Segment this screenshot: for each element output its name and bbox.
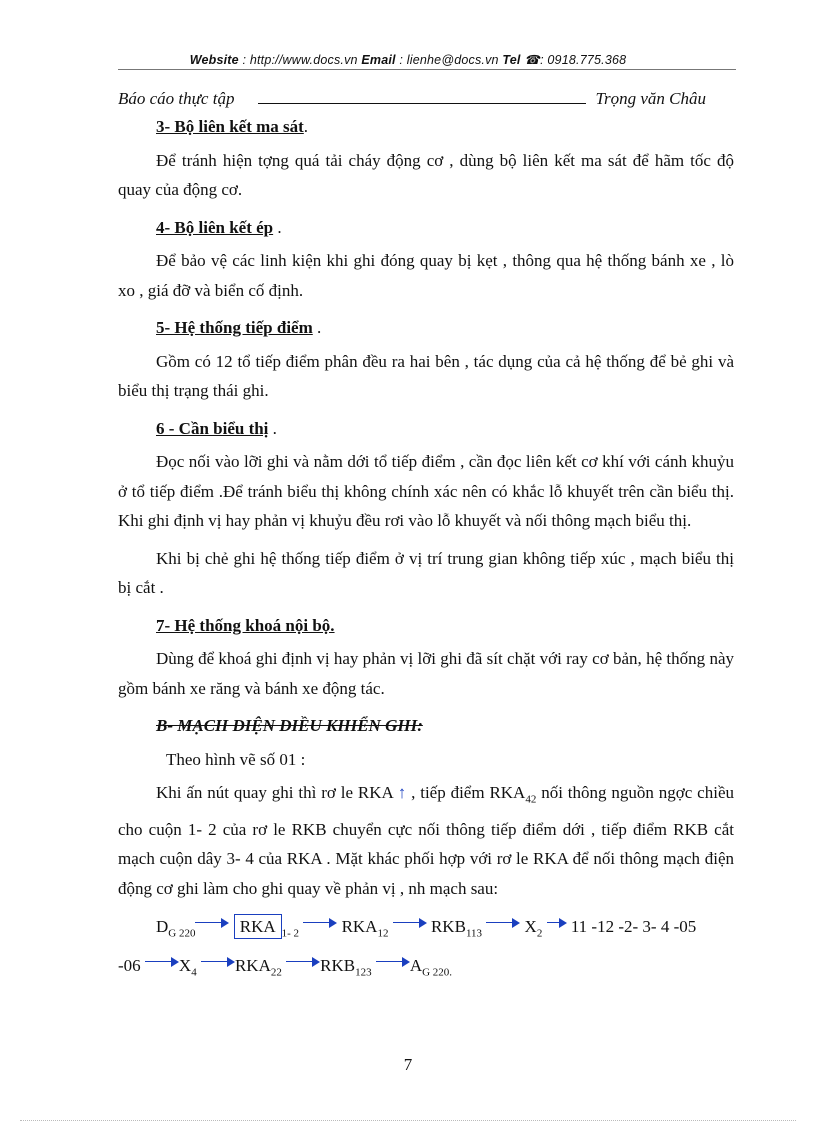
arrow-icon [303, 918, 337, 928]
running-header-right: Trọng văn Châu [595, 89, 706, 108]
section-7-body: Dùng để khoá ghi định vị hay phản vị lỡi ghi đã sít chặt với ray cơ bản, hệ thống này gồm bánh xe răng và bánh xe động tác. [118, 649, 734, 698]
arrow-icon [486, 918, 520, 928]
footer-divider [20, 1120, 796, 1121]
document-body [118, 112, 734, 988]
arrow-icon [376, 957, 410, 967]
circuit-formula: $D_{G 220}$ RKA $_{1- 2}$ $RKA_{12}$ $RKB_{113}$ $X_2$ 11 -12 -2- 3- 4 -05 -06 $X_4$ $RKA_{22}$ $RKB_{123}$ $A_{G 220.}$ [118, 911, 734, 988]
figure-reference: Theo hình vẽ số 01 : [166, 749, 306, 769]
arrow-icon [393, 918, 427, 928]
arrow-icon [145, 957, 179, 967]
section-7-heading: 7- Hệ thống khoá nội bộ. [156, 615, 335, 635]
website-label: Website [189, 53, 239, 67]
phone-icon: ☎ [524, 53, 541, 67]
section-b-body: Khi ấn nút quay ghi thì rơ le RKA ↑ , tiếp điểm $RKA_{42}$ nối thông nguồn ngợc chiều cho cuộn 1- 2 của rơ le RKB chuyển cực nối thông tiếp điểm dới , tiếp điểm RKB cắt mạch cuộn dây 3- 4 của RKA . Mặt khác phối hợp với rơ le RKA để nối thông mạch điện động cơ ghi làm cho ghi quay về phản vị , nh mạch sau: [118, 783, 735, 898]
tel-label: Tel [502, 53, 521, 67]
website-url[interactable]: : http://www.docs.vn [242, 53, 358, 67]
arrow-icon [201, 957, 235, 967]
running-header [118, 89, 736, 109]
tel-value: : 0918.775.368 [540, 53, 627, 67]
email-label: Email [361, 53, 396, 67]
website-header [0, 52, 816, 67]
up-arrow-icon: ↑ [397, 783, 407, 802]
section-3-heading: 3- Bộ liên kết ma sát. [156, 117, 309, 136]
section-6-heading: 6 - Cần biểu thị . [156, 418, 277, 438]
rka-boxed: RKA [234, 914, 282, 939]
section-5-body: Gồm có 12 tổ tiếp điểm phân đều ra hai bên , tác dụng của cả hệ thống để bẻ ghi và biểu thị trạng thái ghi. [118, 351, 734, 400]
section-4-body: Để bảo vệ các linh kiện khi ghi đóng quay bị kẹt , thông qua hệ thống bánh xe , lò xo , giá đỡ và biển cố định. [118, 251, 734, 300]
running-header-line [258, 103, 586, 104]
arrow-icon [286, 957, 320, 967]
arrow-icon [547, 918, 567, 928]
section-5-heading: 5- Hệ thống tiếp điểm . [156, 318, 322, 337]
header-rule [118, 69, 736, 70]
section-6-body-2: Khi bị chẻ ghi hệ thống tiếp điểm ở vị trí trung gian không tiếp xúc , mạch biểu thị bị cắt . [118, 548, 734, 597]
page-number: 7 [403, 1055, 413, 1074]
section-6-body-1: Đọc nối vào lỡi ghi và nằm dới tổ tiếp điểm , cần đọc liên kết cơ khí với cánh khuỷu ở tổ tiếp điểm .Để tránh biểu thị không chính xác nên có khắc lỗ khuyết trên cần biểu thị. Khi ghi định vị hay phản vị khuỷu đều rơi vào lỗ khuyết và nối thông mạch biểu thị. [118, 452, 734, 530]
section-4-heading: 4- Bộ liên kết ép . [156, 217, 282, 237]
section-b-heading: B- MẠCH ĐIỆN ĐIỀU KHIỂN GHI: [156, 716, 423, 735]
running-header-left: Báo cáo thực tập [118, 89, 235, 108]
arrow-icon [195, 918, 229, 928]
section-3-body: Để tránh hiện tợng quá tải cháy động cơ , dùng bộ liên kết ma sát để hãm tốc độ quay của động cơ. [118, 150, 734, 199]
email-value[interactable]: : lienhe@docs.vn [399, 53, 499, 67]
